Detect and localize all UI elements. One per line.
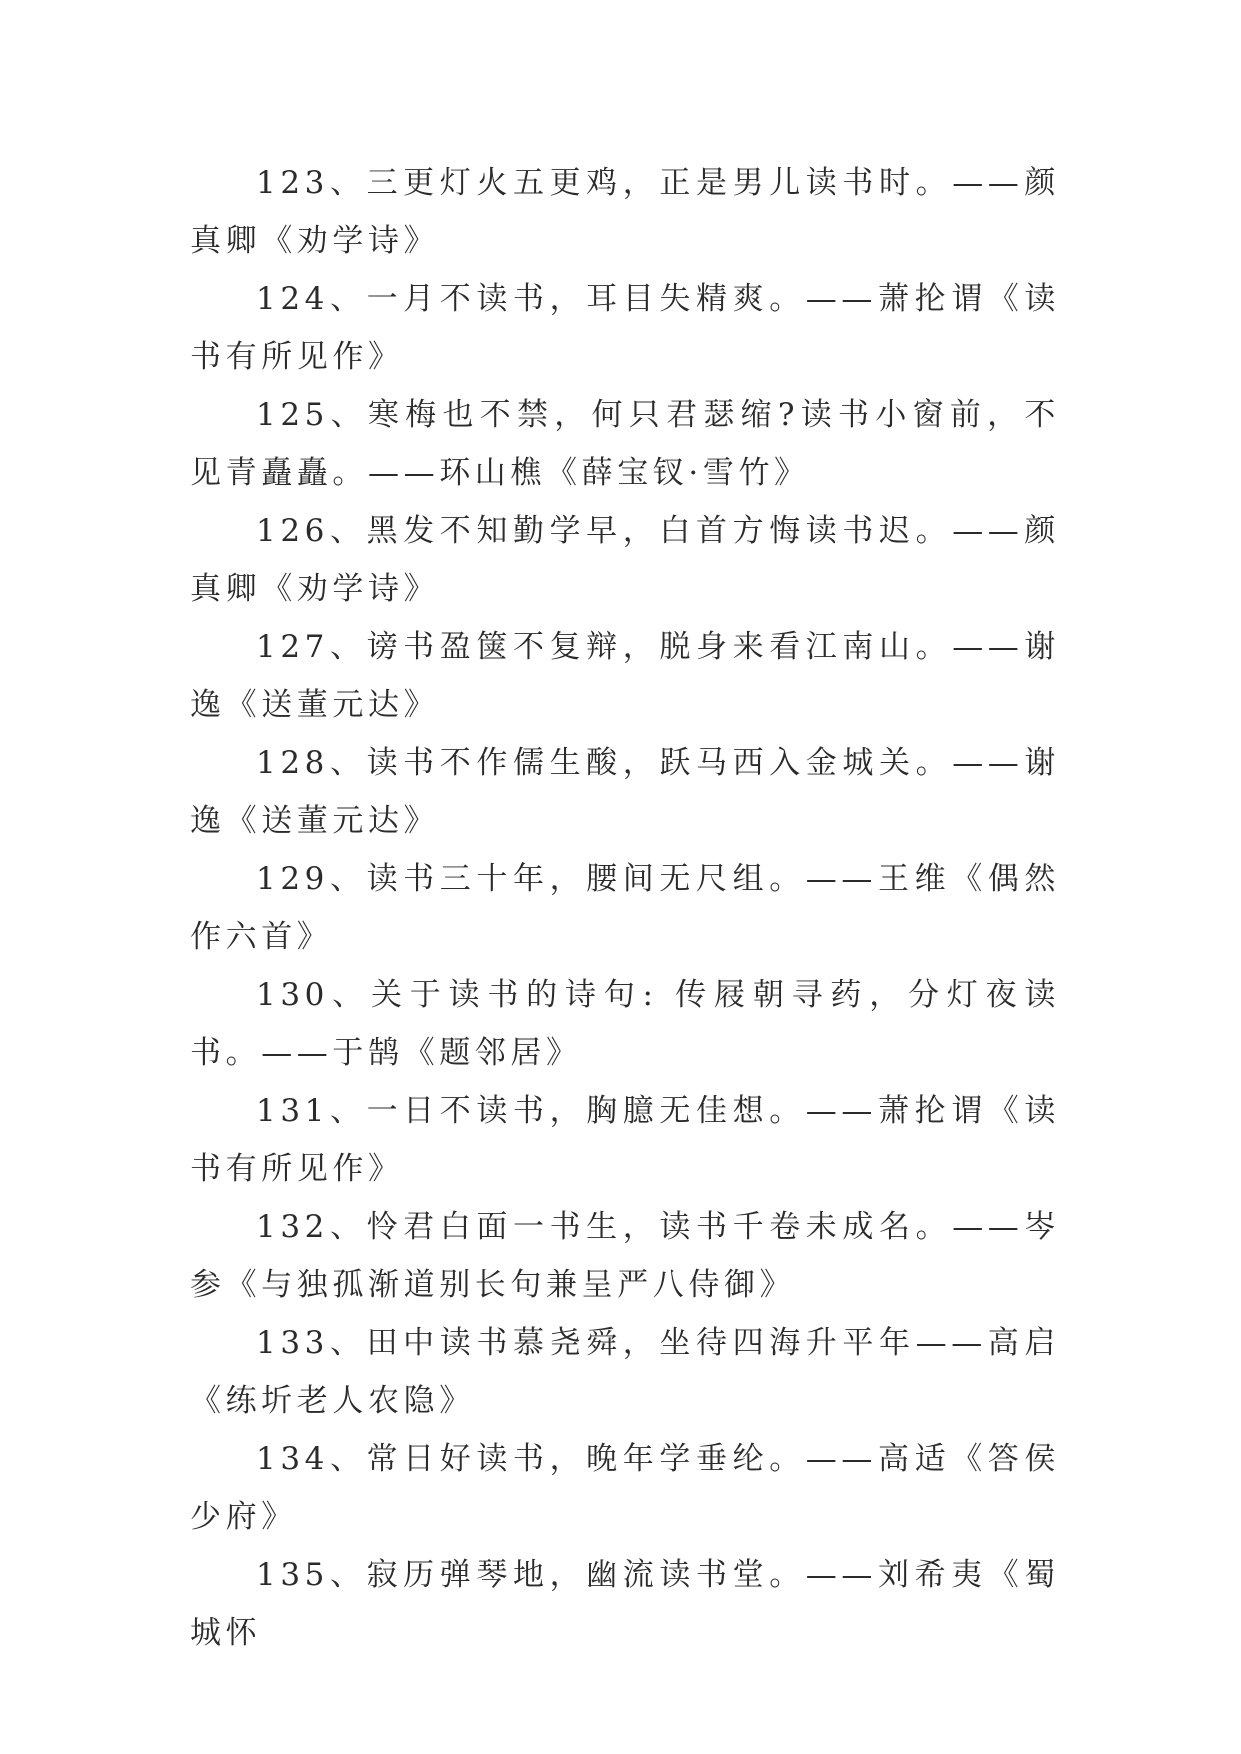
poem-entry-125: 125、寒梅也不禁，何只君瑟缩?读书小窗前，不见青矗矗。——环山樵《薛宝钗·雪竹》 bbox=[190, 397, 1060, 491]
poem-entry-124: 124、一月不读书，耳目失精爽。——萧抡谓《读书有所见作》 bbox=[190, 281, 1060, 375]
poem-list bbox=[190, 154, 1060, 1662]
poem-entry-126: 126、黑发不知勤学早，白首方悔读书迟。——颜真卿《劝学诗》 bbox=[190, 513, 1060, 607]
poem-entry-127: 127、谤书盈箧不复辩，脱身来看江南山。——谢逸《送董元达》 bbox=[190, 629, 1060, 723]
poem-entry-134: 134、常日好读书，晚年学垂纶。——高适《答侯少府》 bbox=[190, 1441, 1060, 1535]
poem-entry-123: 123、三更灯火五更鸡，正是男儿读书时。——颜真卿《劝学诗》 bbox=[190, 165, 1060, 259]
poem-entry-131: 131、一日不读书，胸臆无佳想。——萧抡谓《读书有所见作》 bbox=[190, 1093, 1060, 1187]
poem-entry-130: 130、关于读书的诗句: 传屐朝寻药，分灯夜读书。——于鹄《题邻居》 bbox=[190, 977, 1060, 1071]
poem-entry-128: 128、读书不作儒生酸，跃马西入金城关。——谢逸《送董元达》 bbox=[190, 745, 1060, 839]
poem-entry-132: 132、怜君白面一书生，读书千卷未成名。——岑参《与独孤渐道别长句兼呈严八侍御》 bbox=[190, 1209, 1060, 1303]
poem-entry-135: 135、寂历弹琴地，幽流读书堂。——刘希夷《蜀城怀 bbox=[190, 1557, 1060, 1651]
poem-entry-129: 129、读书三十年，腰间无尺组。——王维《偶然作六首》 bbox=[190, 861, 1060, 955]
poem-entry-133: 133、田中读书慕尧舜，坐待四海升平年——高启《练圻老人农隐》 bbox=[190, 1325, 1060, 1419]
